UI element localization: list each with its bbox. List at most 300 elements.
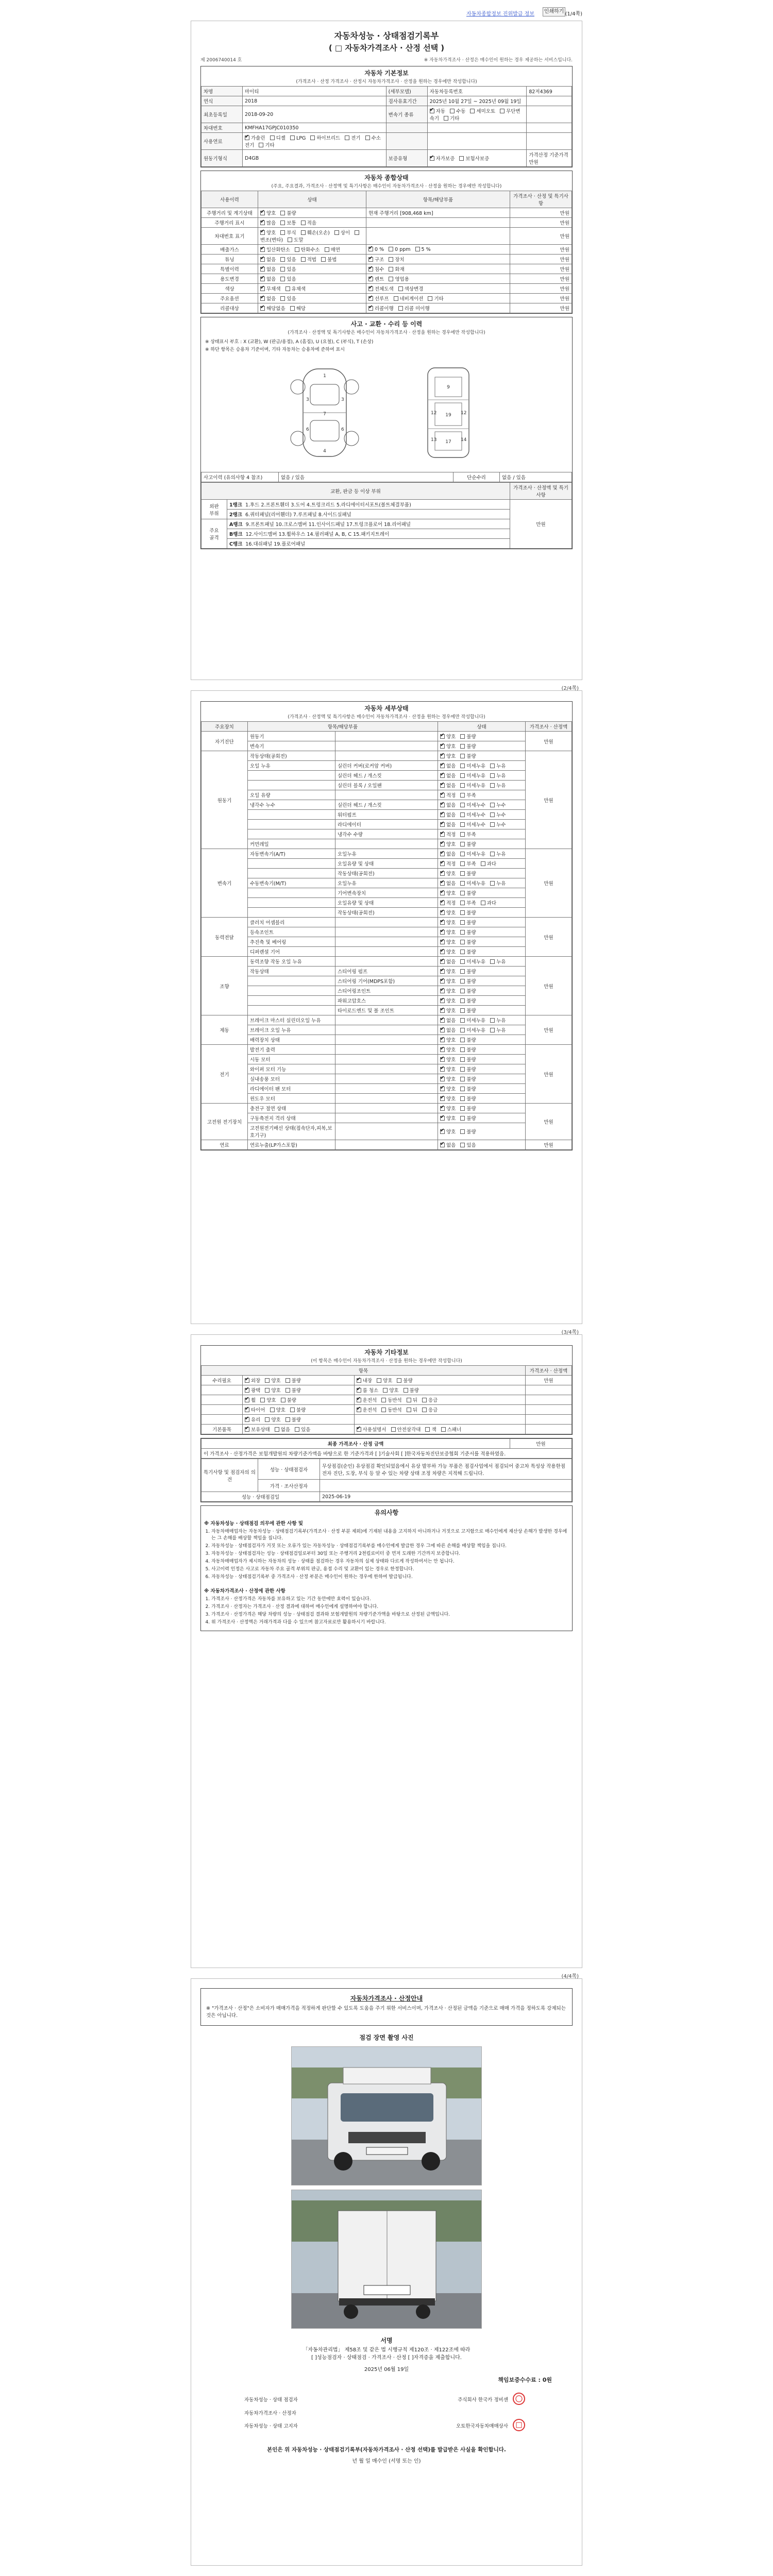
checkbox-icon	[422, 1398, 427, 1402]
detail-part	[335, 1064, 438, 1074]
inspection-date-label: 성능 · 상태점검일	[201, 1492, 320, 1502]
status-col-0: 사용이력	[201, 191, 258, 208]
checkbox-icon	[440, 920, 445, 925]
detail-state: ✔ 양호 불량	[438, 741, 526, 751]
rank2-items: 6.쿼터패널(리어휀더) 7.루프패널 8.사이드실패널	[245, 512, 351, 518]
detail-state: ✔ 양호 불량	[438, 996, 526, 1006]
detail-item: 충전구 절연 상태	[248, 1104, 335, 1113]
opinion-row-0-label: 성능 · 상태점검자	[258, 1459, 320, 1480]
detail-item	[248, 898, 335, 908]
basic-row	[201, 96, 572, 106]
checkbox-icon	[440, 1143, 445, 1147]
checkbox-icon	[398, 286, 403, 291]
checkbox-icon	[280, 277, 285, 281]
note-item: 2. 자동차성능 · 상태점검자가 거짓 또는 오류가 있는 자동차성능 · 상태점검기록부를 매수인에게 발급한 경우 그에 따른 손해를 배상할 책임을 집니다.	[211, 1543, 568, 1550]
checkbox-icon	[460, 842, 465, 846]
basic-cell	[527, 106, 572, 123]
status-row	[201, 284, 572, 294]
detail-part: 오일유량 및 상태	[335, 859, 438, 869]
basic-cell: 원동기형식	[201, 150, 243, 167]
basic-cell: ✔ 자가보증 보험사보증	[427, 150, 527, 167]
status-row	[201, 294, 572, 303]
note-item: 3. 가격조사 · 산정가격은 해당 차량의 성능 · 상태점검 결과와 보험개발원의 차량기준가액을 바탕으로 산정된 금액입니다.	[211, 1612, 568, 1618]
detail-part	[335, 1035, 438, 1045]
checkbox-icon	[290, 1408, 295, 1412]
checkbox-icon	[280, 230, 285, 235]
checkbox-icon	[440, 1047, 445, 1052]
parts-head: 교환, 판금 등 이상 부위	[201, 483, 510, 500]
detail-part	[335, 1045, 438, 1055]
detail-part: 실린더 헤드 / 개스킷	[335, 800, 438, 810]
detail-state: ✔ 양호 불량	[438, 918, 526, 927]
detail-item: 작동상태(공회전)	[248, 751, 335, 761]
checkbox-icon	[260, 211, 265, 215]
basic-cell: 2018	[243, 96, 386, 106]
accident-history-table	[201, 472, 572, 482]
detail-state: ✔ 양호 불량	[438, 937, 526, 947]
checkbox-icon	[368, 286, 373, 291]
svg-text:9: 9	[447, 385, 450, 390]
status-section	[200, 171, 573, 314]
checkbox-icon	[407, 1408, 411, 1412]
checkbox-icon	[440, 1129, 445, 1134]
basic-row	[201, 123, 572, 133]
detail-state: ✔ 양호 불량	[438, 1064, 526, 1074]
detail-row	[201, 888, 572, 898]
checkbox-icon	[290, 135, 295, 140]
checkbox-icon	[389, 267, 393, 272]
notifier-label: 자동차성능 · 상태 고지자	[244, 2424, 298, 2429]
checkbox-icon	[260, 257, 265, 262]
status-price: 만원	[510, 245, 572, 255]
detail-item	[248, 829, 335, 839]
detail-part	[335, 1055, 438, 1064]
detail-part: 실린더 커버(로커암 커버)	[335, 761, 438, 771]
checkbox-icon	[440, 881, 445, 886]
checkbox-icon	[357, 1427, 361, 1432]
verification-link[interactable]: 자동차종합정보 진위발급 정보	[466, 11, 534, 17]
checkbox-icon	[275, 1427, 279, 1432]
detail-item: 와이퍼 모터 기능	[248, 1064, 335, 1074]
checkbox-icon	[280, 257, 285, 262]
checkbox-icon	[381, 1398, 386, 1402]
checkbox-icon	[397, 1378, 401, 1383]
detail-part: 오일누유	[335, 878, 438, 888]
accident-section	[200, 317, 573, 549]
status-row	[201, 218, 572, 228]
detail-item: 동력조향 작동 오일 누유	[248, 957, 335, 967]
extra-item: ✔유리 양호 불량	[243, 1415, 355, 1425]
extra-col-0: 항목	[201, 1366, 526, 1376]
extra-item: ✔광택 양호 불량	[243, 1385, 355, 1395]
detail-row	[201, 1055, 572, 1064]
status-price: 만원	[510, 208, 572, 218]
checkbox-icon	[440, 979, 445, 984]
checkbox-icon	[460, 1096, 465, 1101]
svg-text:7: 7	[323, 412, 326, 417]
detail-col-1: 항목/해당부품	[248, 722, 438, 732]
detail-state: ✔ 없음 미세누유 누유	[438, 878, 526, 888]
detail-row	[201, 937, 572, 947]
detail-item: 브레이크 마스터 실린더오일 누유	[248, 1015, 335, 1025]
checkbox-icon	[425, 1427, 430, 1432]
checkbox-icon	[280, 211, 285, 215]
detail-row	[201, 859, 572, 869]
detail-row	[201, 751, 572, 761]
page-3-number: (3/4쪽)	[561, 1330, 579, 1335]
document-notice: ※ 자동차가격조사 · 산정은 매수인이 원하는 경우 제공하는 서비스입니다.	[424, 58, 573, 63]
extra-price: 만원	[526, 1376, 572, 1385]
checkbox-icon	[490, 852, 495, 856]
basic-info-section	[200, 66, 573, 167]
svg-text:13: 13	[431, 437, 437, 443]
detail-row	[201, 1015, 572, 1025]
checkbox-icon	[460, 852, 465, 856]
detail-part	[335, 1123, 438, 1140]
checkbox-icon	[460, 998, 465, 1003]
a-rank-items: 9.프론트패널 10.크로스멤버 11.인사이드패널 17.트렁크플로어 18.리어패널	[245, 522, 411, 528]
status-detail: ✔ 0 % 0 ppm 5 %	[366, 245, 510, 255]
checkbox-icon	[490, 783, 495, 788]
checkbox-icon	[440, 812, 445, 817]
parts-unit: 만원	[510, 500, 572, 549]
basic-cell: 82저4369	[527, 87, 572, 96]
accident-parts-table: 교환, 판금 등 이상 부위 가격조사 · 산정액 및 특기사항 외판 부위 1랭크 1.후드 2.프론트휀더 3.도어 4.트렁크리드 5.라디에이터서포트(볼트체결부품) 만원 2랭크 6.쿼터패널(리어휀더) 7.루프패널 8.사이드실패널 주요 골격 A랭크 9.프론트패널 10.크로스멤버 11.인사이드패널 17.트렁크플로어 18.리어패널 B랭크 12.사이드멤버 13.휠하우스 14.필러패널 A, B, C 15.패키지트레이 C랭크 16.대쉬패널 19.플로어패널	[201, 482, 572, 549]
checkbox-icon	[301, 221, 306, 225]
checkbox-icon	[490, 881, 495, 886]
checkbox-icon	[440, 1008, 445, 1013]
checkbox-icon	[325, 247, 329, 252]
checkbox-icon	[265, 1388, 270, 1393]
detail-item: 변속기	[248, 741, 335, 751]
note-item: 2. 가격조사 · 산정자는 가격조사 · 산정 결과에 대하여 매수인에게 설명하여야 합니다.	[211, 1604, 568, 1611]
checkbox-icon	[440, 940, 445, 944]
extra-group	[201, 1415, 243, 1425]
detail-part: 냉각수 수량	[335, 829, 438, 839]
detail-part	[335, 918, 438, 927]
checkbox-icon	[460, 871, 465, 876]
status-row	[201, 274, 572, 284]
opinion-row-0-text: 무상점검(순인) 유상점검 확인되었음에서 유상 발부하 가능 부품은 점검사업에서 점검되어 중고차 특성상 작용한점 전자 진단, 도장, 부식 등 알 수 있는 차량 상태 조정 차량은 지적해 드립니다.	[320, 1459, 572, 1480]
detail-part	[335, 751, 438, 761]
note-item: 3. 자동차성능 · 상태점검자는 성능 · 상태점검일로부터 30일 또는 주행거리 2천킬로미터 중 먼저 도래한 기간까지 보증합니다.	[211, 1551, 568, 1557]
checkbox-icon	[460, 1143, 465, 1147]
checkbox-icon	[440, 842, 445, 846]
checkbox-icon	[440, 793, 445, 798]
detail-part: 스티어링 펌프	[335, 967, 438, 976]
checkbox-icon	[460, 1057, 465, 1062]
extra-item: ✔ 외장 양호 불량	[243, 1376, 355, 1385]
detail-state: ✔ 양호 불량	[438, 1055, 526, 1064]
detail-group: 고전원 전기장치	[201, 1104, 248, 1140]
checkbox-icon	[280, 296, 285, 301]
status-state: ✔ 무채색 유채색	[258, 284, 366, 294]
checkbox-icon	[270, 135, 275, 140]
status-row	[201, 208, 572, 218]
checkbox-icon	[490, 822, 495, 827]
detail-item	[248, 976, 335, 986]
detail-item: 원동기	[248, 732, 335, 741]
checkbox-icon	[450, 109, 455, 113]
checkbox-icon	[460, 1116, 465, 1121]
status-state: ✔ 없음 있음 적법 불법	[258, 255, 366, 264]
status-item: 차대번호 표기	[201, 228, 258, 245]
status-state: ✔ 해당없음 해당	[258, 303, 366, 313]
checkbox-icon	[345, 135, 349, 140]
status-detail: ✔ 선루프 네비게이션 기타	[366, 294, 510, 303]
inspection-photo-front	[291, 2046, 482, 2185]
detail-state: ✔ 양호 불량	[438, 839, 526, 849]
detail-part	[335, 1140, 438, 1150]
accident-head: 사고 · 교환 · 수리 등 이력	[350, 320, 423, 328]
checkbox-icon	[440, 852, 445, 856]
detail-item: 등속조인트	[248, 927, 335, 937]
detail-part	[335, 957, 438, 967]
basic-cell: 차명	[201, 87, 243, 96]
footer-confirm: 본인은 위 자동차성능 · 상태점검기록부(자동차가격조사 · 산정 선택)를 발급받은 사실을 확인합니다.	[267, 2446, 506, 2453]
signature-table	[242, 2391, 531, 2434]
opinion-row-1-label: 가격 · 조사산정자	[258, 1480, 320, 1492]
basic-cell: (세부모델)	[386, 87, 427, 96]
checkbox-icon	[460, 812, 465, 817]
checkbox-icon	[460, 1067, 465, 1072]
extra-price	[526, 1415, 572, 1425]
detail-row	[201, 790, 572, 800]
checkbox-icon	[430, 109, 434, 113]
detail-price: 만원	[526, 918, 572, 957]
inspection-photo-rear	[291, 2190, 482, 2329]
detail-part: 스티어링조인트	[335, 986, 438, 996]
basic-cell: 2018-09-20	[243, 106, 386, 123]
checkbox-icon	[440, 783, 445, 788]
checkbox-icon	[368, 257, 373, 262]
detail-row	[201, 849, 572, 859]
status-item: 주행거리 표시	[201, 218, 258, 228]
detail-row	[201, 996, 572, 1006]
detail-item: 냉각수 누수	[248, 800, 335, 810]
price-notice-head: 자동차가격조사 · 산정안내	[350, 1995, 423, 2002]
checkbox-icon	[460, 793, 465, 798]
detail-row	[201, 1074, 572, 1084]
c-rank-items: 16.대쉬패널 19.플로어패널	[245, 541, 306, 547]
detail-part: 파워고압호스	[335, 996, 438, 1006]
detail-item: 윈도우 모터	[248, 1094, 335, 1104]
detail-state: ✔ 양호 불량	[438, 947, 526, 957]
detail-item: 구동축전지 격리 상태	[248, 1113, 335, 1123]
detail-state: ✔ 없음 미세누유 누유	[438, 771, 526, 781]
basic-cell	[527, 133, 572, 150]
checkbox-icon	[460, 1129, 465, 1134]
checkbox-icon	[460, 940, 465, 944]
checkbox-icon	[440, 1028, 445, 1032]
rank2-label: 2랭크	[229, 512, 242, 518]
detail-row	[201, 898, 572, 908]
checkbox-icon	[368, 277, 373, 281]
basic-cell	[427, 133, 527, 150]
detail-part	[335, 1094, 438, 1104]
detail-row	[201, 732, 572, 741]
checkbox-icon	[490, 803, 495, 807]
extra-row	[201, 1376, 572, 1385]
status-state: ✔ 많음 보통 적음	[258, 218, 366, 228]
detail-item: 자동변속기(A/T)	[248, 849, 335, 859]
checkbox-icon	[440, 1067, 445, 1072]
checkbox-icon	[245, 1388, 249, 1393]
extra-item: ✔타이어 양호 불량	[243, 1405, 355, 1415]
price-notice-box	[200, 1988, 573, 2026]
detail-part	[335, 927, 438, 937]
checkbox-icon	[490, 773, 495, 778]
checkbox-icon	[321, 257, 326, 262]
detail-row	[201, 839, 572, 849]
extra-item: ✔휠 양호 불량	[243, 1395, 355, 1405]
page-2	[191, 686, 582, 1324]
status-row	[201, 255, 572, 264]
detail-item: 오일 누유	[248, 761, 335, 771]
document-subtitle: ( □ 자동차가격조사 · 산정 선택 )	[328, 43, 445, 53]
checkbox-icon	[245, 1378, 249, 1383]
extra-row	[201, 1385, 572, 1395]
b-rank-label: B랭크	[229, 532, 243, 537]
checkbox-icon	[460, 920, 465, 925]
status-col-1: 상태	[258, 191, 366, 208]
detail-item: 클러치 어셈블리	[248, 918, 335, 927]
detail-group: 원동기	[201, 751, 248, 849]
history-label: 사고이력 (유의사항 4 참조)	[201, 472, 279, 482]
detail-group: 전기	[201, 1045, 248, 1104]
detail-part: 실린더 블록 / 오일팬	[335, 781, 438, 790]
price-table	[201, 1438, 572, 1459]
accident-note: (가격조사 · 산정액 및 특기사항은 매수인이 자동차가격조사 · 산정을 원하는 경우에만 작성합니다)	[288, 330, 485, 335]
detail-row	[201, 1104, 572, 1113]
detail-row	[201, 1084, 572, 1094]
checkbox-icon	[460, 969, 465, 974]
checkbox-icon	[285, 1388, 290, 1393]
status-price: 만원	[510, 218, 572, 228]
status-state: ✔ 일산화탄소 탄화수소 매연	[258, 245, 366, 255]
b-rank-items: 12.사이드멤버 13.휠하우스 14.필러패널 A, B, C 15.패키지트레이	[245, 532, 390, 537]
sign-date: 2025년 06월 19일	[364, 2366, 409, 2372]
checkbox-icon	[415, 247, 420, 251]
checkbox-icon	[260, 221, 265, 225]
detail-row	[201, 761, 572, 771]
detail-row	[201, 908, 572, 918]
checkbox-icon	[245, 135, 249, 140]
inspector-label: 자동차성능 · 상태 점검자	[244, 2397, 298, 2403]
car-diagram	[201, 353, 572, 472]
detail-price: 만원	[526, 849, 572, 918]
opinion-label: 특기사항 및 점검자의 의견	[201, 1459, 258, 1492]
status-price: 만원	[510, 264, 572, 274]
checkbox-icon	[407, 1398, 411, 1402]
checkbox-icon	[422, 1408, 427, 1412]
checkbox-icon	[460, 832, 465, 837]
basic-cell	[386, 133, 427, 150]
checkbox-icon	[440, 822, 445, 827]
notifier-name: 오토한국자동차매매상사	[456, 2424, 508, 2429]
detail-state: ✔ 없음 미세누유 누유	[438, 761, 526, 771]
checkbox-icon	[440, 998, 445, 1003]
status-detail: ✔ 렌트 영업용	[366, 274, 510, 284]
document-title: 자동차성능 · 상태점검기록부	[334, 31, 439, 41]
svg-text:14: 14	[461, 437, 467, 443]
basic-cell: 마이티	[243, 87, 386, 96]
opinion-row-1-text	[320, 1480, 572, 1492]
footer-sign-line: 년 월 일 매수인 (서명 또는 인)	[352, 2458, 421, 2464]
checkbox-icon	[440, 989, 445, 993]
detail-row	[201, 800, 572, 810]
detail-row	[201, 878, 572, 888]
detail-state: ✔ 없음 미세누유 누유	[438, 781, 526, 790]
page-4	[191, 1974, 582, 2566]
detail-group: 동력전달	[201, 918, 248, 957]
detail-item	[248, 781, 335, 790]
detail-item	[248, 771, 335, 781]
checkbox-icon	[365, 135, 370, 140]
status-state: ✔ 없음 있음	[258, 274, 366, 284]
extra-item-2: ✔ 사용설명서 안전삼각대 잭 스패너	[354, 1425, 525, 1434]
detail-row	[201, 810, 572, 820]
extra-price	[526, 1405, 572, 1415]
checkbox-icon	[460, 1008, 465, 1013]
status-detail	[366, 218, 510, 228]
detail-group: 제동	[201, 1015, 248, 1045]
checkbox-icon	[460, 881, 465, 886]
status-state: ✔ 없음 있음	[258, 264, 366, 274]
status-item: 주행거리 및 계기상태	[201, 208, 258, 218]
sign-text-2: [ ]성능점검자 · 상태점검 · 가격조사 · 산정 [ ]자격증을 제출합니다.	[311, 2354, 462, 2361]
checkbox-icon	[460, 803, 465, 807]
checkbox-icon	[260, 230, 265, 235]
repair-value: 없음 / 있음	[500, 472, 572, 482]
print-button[interactable]: 인쇄하기	[543, 7, 565, 16]
svg-text:1: 1	[323, 374, 326, 379]
detail-item: 추진축 및 베어링	[248, 937, 335, 947]
svg-text:6: 6	[306, 427, 309, 432]
svg-text:4: 4	[323, 449, 326, 454]
basic-cell: ✔자동 수동 세미오토 무단변속기 기타	[427, 106, 527, 123]
checkbox-icon	[460, 783, 465, 788]
checkbox-icon	[440, 861, 445, 866]
checkbox-icon	[265, 1378, 270, 1383]
basic-cell: ✔가솔린 디젤 LPG 하이브리드 전기 수소전기 기타	[243, 133, 386, 150]
detail-part: 작동상태(공회전)	[335, 869, 438, 878]
extra-row	[201, 1395, 572, 1405]
detail-part	[335, 839, 438, 849]
checkbox-icon	[428, 296, 432, 301]
extra-group	[201, 1405, 243, 1415]
checkbox-icon	[368, 296, 373, 301]
detail-part: 작동상태(공회전)	[335, 908, 438, 918]
document-meta	[200, 56, 573, 63]
checkbox-icon	[440, 969, 445, 974]
detail-note: (가격조사 · 산정액 및 특기사항은 매수인이 자동차가격조사 · 산정을 원하는 경우에만 작성합니다)	[288, 715, 485, 720]
checkbox-icon	[460, 1028, 465, 1032]
status-price: 만원	[510, 228, 572, 245]
basic-cell: D4GB	[243, 150, 386, 167]
detail-row	[201, 927, 572, 937]
status-price: 만원	[510, 294, 572, 303]
checkbox-icon	[260, 286, 265, 291]
detail-price: 만원	[526, 732, 572, 751]
checkbox-icon	[440, 901, 445, 905]
basic-row	[201, 150, 572, 167]
basic-cell: 최초등록일	[201, 106, 243, 123]
seal-stamp-icon	[512, 2392, 526, 2405]
basic-cell: 2025년 10월 27일 ~ 2025년 09월 19일	[427, 96, 527, 106]
rank1-label: 1랭크	[229, 502, 242, 508]
notes-block1-title: ※ 자동차성능 · 상태점검 의무에 관한 사항 및	[204, 1521, 304, 1527]
